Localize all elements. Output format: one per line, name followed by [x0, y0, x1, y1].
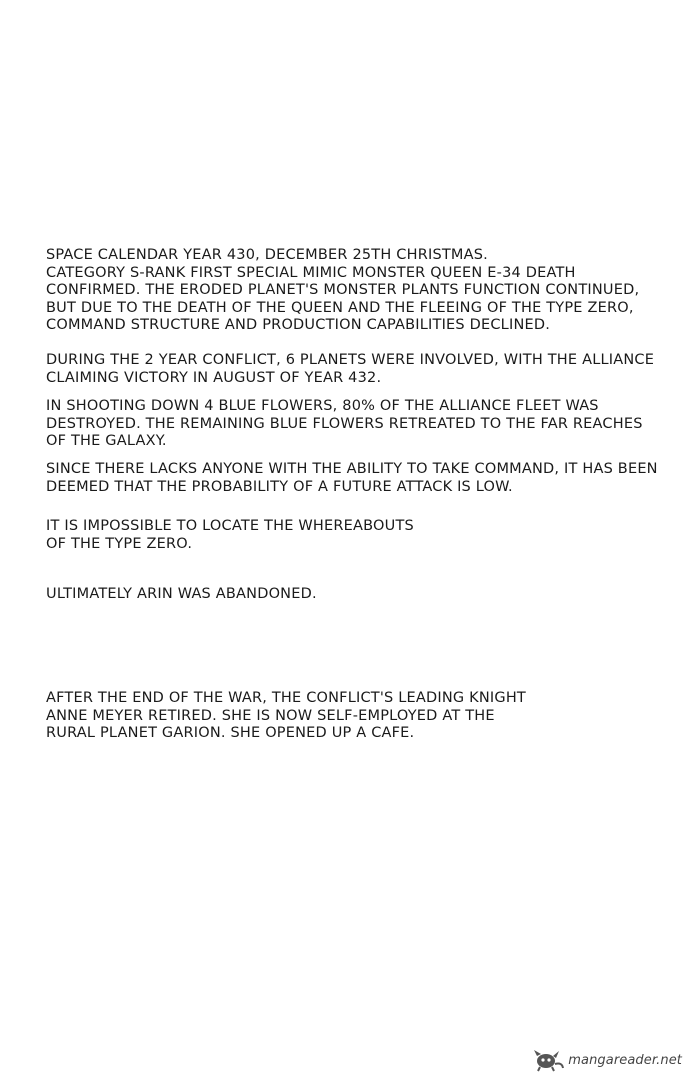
narration-line: SINCE THERE LACKS ANYONE WITH THE ABILITY TO TAKE COMMAND, IT HAS BEEN — [46, 461, 658, 477]
narration-line: SPACE CALENDAR YEAR 430, DECEMBER 25TH CHRISTMAS. — [46, 247, 488, 263]
narration-line: RURAL PLANET GARION. SHE OPENED UP A CAFE. — [46, 725, 415, 741]
narration-block-4 — [46, 461, 658, 496]
narration-line: CONFIRMED. THE ERODED PLANET'S MONSTER PLANTS FUNCTION CONTINUED, — [46, 282, 640, 298]
narration-line: COMMAND STRUCTURE AND PRODUCTION CAPABILITIES DECLINED. — [46, 317, 551, 333]
narration-line: IT IS IMPOSSIBLE TO LOCATE THE WHEREABOUTS — [46, 518, 414, 534]
watermark-text: mangareader.net — [568, 1052, 682, 1068]
narration-line: IN SHOOTING DOWN 4 BLUE FLOWERS, 80% OF THE ALLIANCE FLEET WAS — [46, 398, 599, 414]
narration-line: DESTROYED. THE REMAINING BLUE FLOWERS RETREATED TO THE FAR REACHES — [46, 415, 643, 432]
mascot-logo-icon — [531, 1048, 565, 1072]
narration-line: DEEMED THAT THE PROBABILITY OF A FUTURE ATTACK IS LOW. — [46, 478, 513, 495]
narration-line: CATEGORY S-RANK FIRST SPECIAL MIMIC MONSTER QUEEN E-34 DEATH — [46, 264, 576, 281]
narration-block-1 — [46, 247, 646, 335]
narration-line: CLAIMING VICTORY IN AUGUST OF YEAR 432. — [46, 369, 382, 386]
narration-line: OF THE TYPE ZERO. — [46, 535, 193, 552]
narration-line: ANNE MEYER RETIRED. SHE IS NOW SELF-EMPLOYED AT THE — [46, 707, 495, 724]
site-watermark — [531, 1048, 682, 1072]
narration-block-7 — [46, 690, 646, 743]
narration-block-3 — [46, 398, 646, 451]
narration-block-5 — [46, 518, 646, 553]
narration-line: OF THE GALAXY. — [46, 433, 167, 449]
narration-line: BUT DUE TO THE DEATH OF THE QUEEN AND THE FLEEING OF THE TYPE ZERO, — [46, 299, 634, 316]
narration-block-6 — [46, 586, 646, 604]
narration-line: ULTIMATELY ARIN WAS ABANDONED. — [46, 586, 317, 602]
narration-line: AFTER THE END OF THE WAR, THE CONFLICT'S LEADING KNIGHT — [46, 690, 526, 706]
narration-line: DURING THE 2 YEAR CONFLICT, 6 PLANETS WERE INVOLVED, WITH THE ALLIANCE — [46, 352, 655, 368]
narration-block-2 — [46, 352, 655, 387]
